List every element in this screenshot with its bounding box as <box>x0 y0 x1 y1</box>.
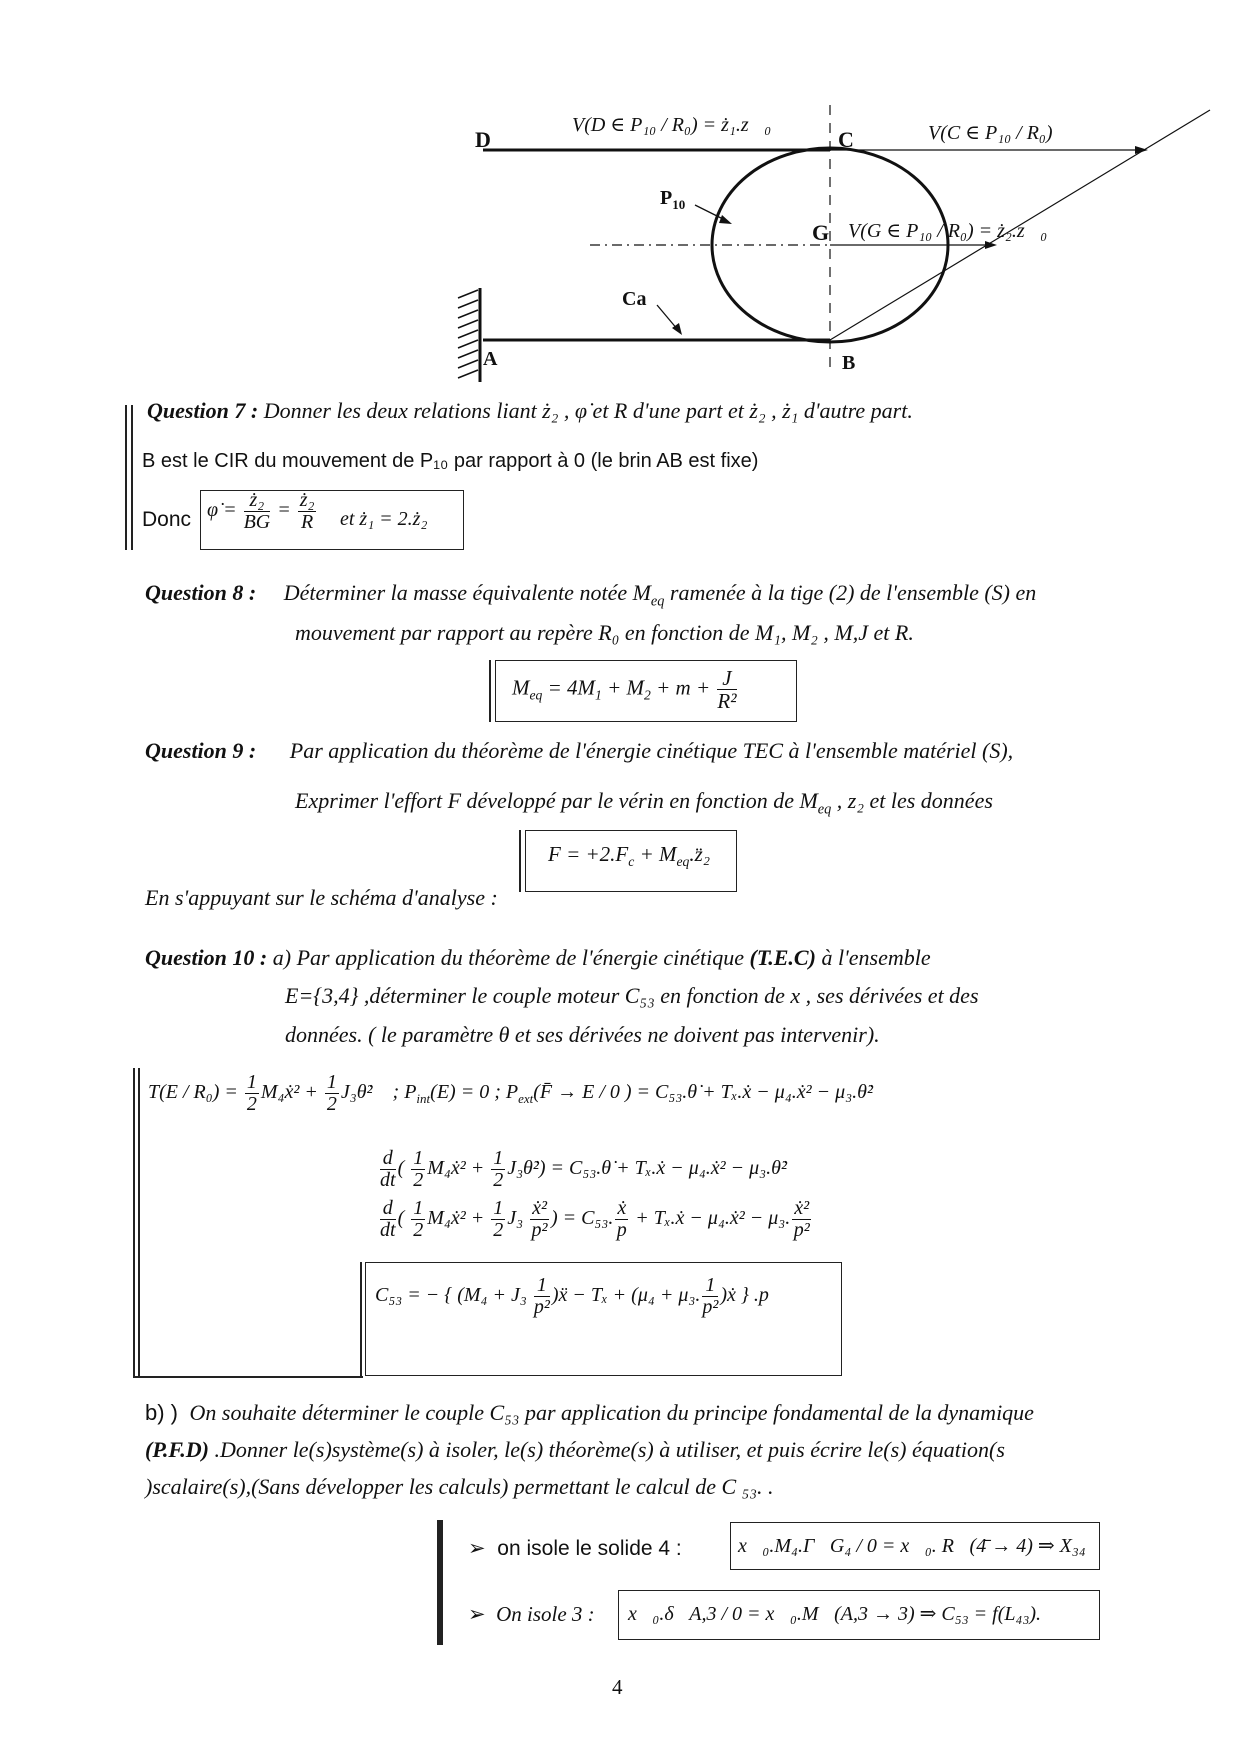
q7-donc: Donc <box>142 508 192 531</box>
label-ca: Ca <box>622 288 647 310</box>
velocity-c-label: V(C ∈ P₁₀ / R₀) <box>928 122 1053 144</box>
q10-eq-line-3: $\frac{d}{dt}$ ( $\frac{1}{2}$ M₄ẋ² + $\frac{1}{2}$ J₃ $\frac{\text{ẋ²}}{\text{p²}}$ ) = C₅₃. $\frac{\text{ẋ}}{p}$ + Tₓ.ẋ − μ₄.ẋ² − μ₃. $\frac{\text{ẋ²}}{\text{p²}}$ <box>380 1197 810 1241</box>
analysis-line: En s'appuyant sur le schéma d'analyse : <box>145 885 498 910</box>
velocity-d-label: V(D ∈ P₁₀ / R₀) = ż₁.z⃗₀ <box>572 114 772 136</box>
arrow-bullet-icon: ➢ <box>468 1537 486 1560</box>
q8-answer: $M_{eq} = 4M_1 + M_2 + m$ + $\frac{J}{\text{R²}}$ <box>512 666 737 714</box>
q7-relation-1: φ̇ = $\frac{\text{ż₂}}{BG}$ = $\frac{\text{ż₂}}{R}$ <box>207 489 315 533</box>
label-g: G <box>812 220 830 245</box>
q7-text: Donner les deux relations liant ż₂ , φ̇ et R d'une part et ż₂ , ż₁ d'autre part. <box>263 398 913 423</box>
cable-pulley-diagram <box>0 0 1240 400</box>
q7-left-bar <box>125 405 127 550</box>
q9-answer: $F = +2.F_c$ + $M_{eq}.z̈_2$ <box>548 842 711 870</box>
q8-line-1: Question 8 : Déterminer la masse équivalente notée $M_{eq}$ ramenée à la tige (2) de l'ensemble (S) en <box>145 580 1037 610</box>
label-c: C <box>838 127 854 152</box>
q10-title: Question 10 : <box>145 945 268 970</box>
q10-eq-line-1: T(E / R₀) = $\frac{1}{2}$ M₄ẋ² + $\frac{1}{2}$ J₃θ̇² ; $P_{int}(E) = 0$ ; $P_{ext}(F̄ \to E / 0$ ) = C₅₃.θ̇ + Tₓ.ẋ − μ₄.ẋ² − μ₃.θ̇² <box>148 1071 873 1115</box>
q10-line-1: Question 10 : a) Par application du théorème de l'énergie cinétique (T.E.C) à l'ensemble <box>145 945 931 970</box>
q10-line-3: données. ( le paramètre θ et ses dérivées ne doivent pas intervenir). <box>285 1022 880 1047</box>
velocity-g-label: V(G ∈ P₁₀ / R₀) = ż₂.z⃗₀ <box>848 220 1048 242</box>
label-a: A <box>483 348 498 370</box>
q10-line-2: E={3,4} ,déterminer le couple moteur C₅₃ en fonction de x , ses dérivées et des <box>285 983 979 1008</box>
velocity-c-arrowhead <box>1135 146 1148 154</box>
page-number: 4 <box>612 1675 623 1699</box>
q7-title: Question 7 : <box>147 398 259 423</box>
iso-2-eq: x⃗₀.δ⃗A,3 / 0 = x⃗₀.M⃗(A,3 → 3) ⇒ C₅₃ = f(L₄₃). <box>628 1603 1042 1625</box>
q7-relation-2: et ż₁ = 2.ż₂ <box>340 508 428 530</box>
q9-line-1: Question 9 : Par application du théorème de l'énergie cinétique TEC à l'ensemble matériel (S), <box>145 738 1014 763</box>
q7-line <box>147 398 913 424</box>
q10-answer-frame-left <box>133 1068 135 1378</box>
q9-title: Question 9 : <box>145 738 257 763</box>
q7-answer-line: B est le CIR du mouvement de P₁₀ par rapport à 0 (le brin AB est fixe) <box>142 450 759 472</box>
iso-2-label: ➢ On isole 3 : <box>468 1602 595 1626</box>
q8-title: Question 8 : <box>145 580 257 605</box>
label-d: D <box>475 127 491 152</box>
q8-line-2: mouvement par rapport au repère R₀ en fonction de M₁, M₂ , M,J et R. <box>295 620 914 645</box>
q10b-line-3: )scalaire(s),(Sans développer les calculs) permettant le calcul de C ₅₃. . <box>145 1474 774 1499</box>
q10-eq-line-2: $\frac{d}{dt}$ ( $\frac{1}{2}$ M₄ẋ² + $\frac{1}{2}$ J₃θ̇²) = C₅₃.θ̇ + Tₓ.ẋ − μ₄.ẋ² − μ₃.θ̇² <box>380 1147 787 1191</box>
iso-1-eq: x⃗₀.M₄.Γ⃗G₄ / 0 = x⃗₀. R⃗(4̄ → 4) ⇒ X₃₄ <box>738 1535 1086 1557</box>
arrow-bullet-icon: ➢ <box>468 1603 486 1626</box>
label-p10: $P_{10}$ <box>660 187 686 212</box>
label-b: B <box>842 352 856 374</box>
q10b-line-1: b) ) On souhaite déterminer le couple C₅₃ par application du principe fondamental de la dynamique <box>145 1400 1034 1425</box>
q10b-line-2: (P.F.D) .Donner le(s)système(s) à isoler, le(s) théorème(s) à utiliser, et puis écrire le(s) équation(s <box>145 1437 1005 1462</box>
q9-line-2: Exprimer l'effort F développé par le vérin en fonction de $M_{eq}$ , z₂ et les données <box>295 788 993 818</box>
q10-result: C₅₃ = − { (M₄ + J₃ $\frac{1}{\text{p²}}$ )ẍ − Tₓ + (μ₄ + μ₃. $\frac{1}{\text{p²}}$ )ẋ } .p <box>375 1274 769 1318</box>
iso-left-bar <box>437 1520 443 1645</box>
iso-1-label: ➢ on isole le solide 4 : <box>468 1537 682 1560</box>
